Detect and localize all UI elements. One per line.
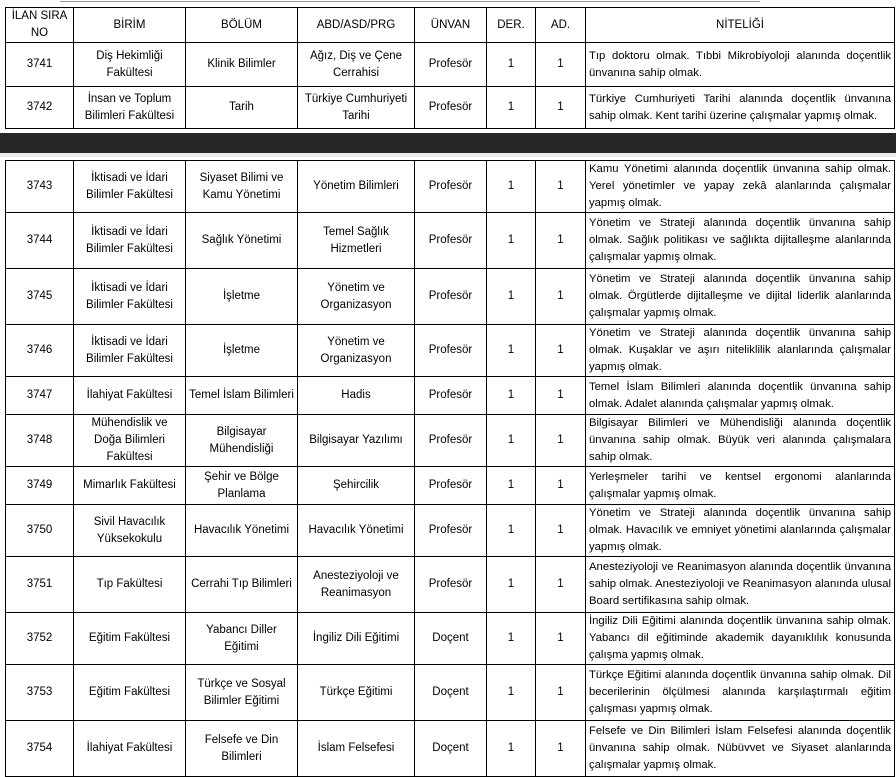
cropped-text-line (60, 1, 760, 2)
cell-birim: Mimarlık Fakültesi (74, 467, 186, 505)
cell-abd: Yönetim Bilimleri (298, 161, 415, 213)
table-row (6, 325, 895, 377)
cell-abd: Şehircilik (298, 467, 415, 505)
table-row (6, 721, 895, 777)
cell-der: 1 (487, 613, 536, 665)
cell-bolum: İşletme (186, 325, 298, 377)
table-row (6, 505, 895, 557)
cell-abd: Türkiye Cumhuriyeti Tarihi (298, 87, 415, 129)
cell-ad: 1 (536, 721, 586, 777)
cell-no: 3745 (6, 269, 74, 325)
table-row (6, 415, 895, 467)
cell-no: 3754 (6, 721, 74, 777)
cell-bolum: İşletme (186, 269, 298, 325)
cell-unvan: Doçent (415, 721, 487, 777)
cell-unvan: Profesör (415, 161, 487, 213)
cell-birim: İlahiyat Fakültesi (74, 377, 186, 415)
cell-abd: Havacılık Yönetimi (298, 505, 415, 557)
cell-birim: Eğitim Fakültesi (74, 613, 186, 665)
cell-niteligi: Yönetim ve Strateji alanında doçentlik ünvanına sahip olmak. Havacılık ve emniyet yönetimi alanlarında çalışmalar yapmış olmak. (586, 505, 895, 557)
cell-der: 1 (487, 415, 536, 467)
cell-ad: 1 (536, 467, 586, 505)
table-row (6, 613, 895, 665)
table-row (6, 87, 895, 129)
cell-ad: 1 (536, 613, 586, 665)
cell-der: 1 (487, 505, 536, 557)
cell-ad: 1 (536, 43, 586, 87)
cell-bolum: Felsefe ve Din Bilimleri (186, 721, 298, 777)
cell-niteligi: Felsefe ve Din Bilimleri İslam Felsefesi alanında doçentlik ünvanına sahip olmak. Nübüvvet ve Siyaset alanlarında çalışmalar yapmış olmak. (586, 721, 895, 777)
header-abd: ABD/ASD/PRG (298, 8, 415, 43)
cell-unvan: Profesör (415, 87, 487, 129)
cell-abd: Türkçe Eğitimi (298, 665, 415, 721)
cell-abd: Hadis (298, 377, 415, 415)
cell-ad: 1 (536, 557, 586, 613)
cell-niteligi: Bilgisayar Bilimleri ve Mühendisliği alanında doçentlik ünvanına sahip olmak. Büyük veri alanında çalışmalara sahip olmak. (586, 415, 895, 467)
cell-abd: Yönetim ve Organizasyon (298, 269, 415, 325)
header-niteligi: NİTELİĞİ (586, 8, 895, 43)
cell-abd: Anesteziyoloji ve Reanimasyon (298, 557, 415, 613)
cell-der: 1 (487, 213, 536, 269)
header-row (6, 8, 895, 43)
cell-birim: İlahiyat Fakültesi (74, 721, 186, 777)
table-row (6, 665, 895, 721)
cell-unvan: Doçent (415, 613, 487, 665)
cell-abd: Yönetim ve Organizasyon (298, 325, 415, 377)
cell-no: 3743 (6, 161, 74, 213)
cell-ad: 1 (536, 161, 586, 213)
cell-niteligi: Kamu Yönetimi alanında doçentlik ünvanına sahip olmak. Yerel yönetimler ve yapay zekâ alanlarında çalışmalar yapmış olmak. (586, 161, 895, 213)
cell-unvan: Profesör (415, 325, 487, 377)
cell-ad: 1 (536, 213, 586, 269)
cell-unvan: Profesör (415, 557, 487, 613)
cell-ad: 1 (536, 505, 586, 557)
cell-unvan: Profesör (415, 505, 487, 557)
cell-no: 3753 (6, 665, 74, 721)
table-row (6, 467, 895, 505)
cell-der: 1 (487, 665, 536, 721)
cell-no: 3750 (6, 505, 74, 557)
cell-no: 3744 (6, 213, 74, 269)
header-unvan: ÜNVAN (415, 8, 487, 43)
cell-ad: 1 (536, 665, 586, 721)
cell-niteligi: Anesteziyoloji ve Reanimasyon alanında doçentlik ünvanına sahip olmak. Anesteziyoloji ve Reanimasyon alanında ulusal Board sertifikasına sahip olmak. (586, 557, 895, 613)
cell-abd: İslam Felsefesi (298, 721, 415, 777)
cell-unvan: Profesör (415, 213, 487, 269)
cell-bolum: Şehir ve Bölge Planlama (186, 467, 298, 505)
cell-bolum: Yabancı Diller Eğitimi (186, 613, 298, 665)
cell-unvan: Doçent (415, 665, 487, 721)
cell-birim: Eğitim Fakültesi (74, 665, 186, 721)
table-row (6, 213, 895, 269)
cell-bolum: Sağlık Yönetimi (186, 213, 298, 269)
cell-niteligi: Türkiye Cumhuriyeti Tarihi alanında doçentlik ünvanına sahip olmak. Kent tarihi üzerine çalışmalar yapmış olmak. (586, 87, 895, 129)
cell-no: 3751 (6, 557, 74, 613)
cell-der: 1 (487, 269, 536, 325)
cell-bolum: Siyaset Bilimi ve Kamu Yönetimi (186, 161, 298, 213)
cell-bolum: Havacılık Yönetimi (186, 505, 298, 557)
cell-birim: İktisadi ve İdari Bilimler Fakültesi (74, 325, 186, 377)
cell-no: 3749 (6, 467, 74, 505)
cell-no: 3742 (6, 87, 74, 129)
cell-abd: Temel Sağlık Hizmetleri (298, 213, 415, 269)
cell-no: 3746 (6, 325, 74, 377)
page-break-band (0, 133, 896, 153)
table-row (6, 377, 895, 415)
cell-der: 1 (487, 721, 536, 777)
header-der: DER. (487, 8, 536, 43)
vacancy-table-top (5, 7, 895, 129)
cell-abd: Ağız, Diş ve Çene Cerrahisi (298, 43, 415, 87)
cell-birim: İktisadi ve İdari Bilimler Fakültesi (74, 213, 186, 269)
cropped-text-strip (0, 0, 896, 6)
header-ad: AD. (536, 8, 586, 43)
cell-bolum: Tarih (186, 87, 298, 129)
cell-ad: 1 (536, 269, 586, 325)
cell-der: 1 (487, 467, 536, 505)
cell-ad: 1 (536, 87, 586, 129)
header-bolum: BÖLÜM (186, 8, 298, 43)
header-birim: BİRİM (74, 8, 186, 43)
cell-birim: İnsan ve Toplum Bilimleri Fakültesi (74, 87, 186, 129)
cell-unvan: Profesör (415, 377, 487, 415)
cell-niteligi: İngiliz Dili Eğitimi alanında doçentlik ünvanına sahip olmak. Yabancı dil eğitiminde akademik dayanıklılık konusunda çalışma yapmış olmak. (586, 613, 895, 665)
table-row (6, 557, 895, 613)
cell-unvan: Profesör (415, 467, 487, 505)
cell-bolum: Klinik Bilimler (186, 43, 298, 87)
table-row (6, 269, 895, 325)
cell-no: 3752 (6, 613, 74, 665)
cell-unvan: Profesör (415, 269, 487, 325)
cell-niteligi: Yönetim ve Strateji alanında doçentlik ünvanına sahip olmak. Sağlık politikası ve sağlıkta dijitalleşme alanlarında çalışmalar yapmış olmak. (586, 213, 895, 269)
cell-ad: 1 (536, 325, 586, 377)
cell-birim: Diş Hekimliği Fakültesi (74, 43, 186, 87)
cell-birim: İktisadi ve İdari Bilimler Fakültesi (74, 269, 186, 325)
cell-no: 3747 (6, 377, 74, 415)
cell-der: 1 (487, 161, 536, 213)
cell-ad: 1 (536, 377, 586, 415)
cell-niteligi: Türkçe Eğitimi alanında doçentlik ünvanına sahip olmak. Dil becerilerinin ölçülmesi alanında karşılaştırmalı eğitim çalışması yapmış olmak. (586, 665, 895, 721)
table-row (6, 161, 895, 213)
cell-ad: 1 (536, 415, 586, 467)
cell-bolum: Türkçe ve Sosyal Bilimler Eğitimi (186, 665, 298, 721)
cell-niteligi: Yerleşmeler tarihi ve kentsel ergonomi alanlarında çalışmalar yapmış olmak. (586, 467, 895, 505)
cell-no: 3741 (6, 43, 74, 87)
cell-birim: Tıp Fakültesi (74, 557, 186, 613)
cell-bolum: Temel İslam Bilimleri (186, 377, 298, 415)
cell-abd: Bilgisayar Yazılımı (298, 415, 415, 467)
cell-niteligi: Tıp doktoru olmak. Tıbbi Mikrobiyoloji alanında doçentlik ünvanına sahip olmak. (586, 43, 895, 87)
page-break-gap (0, 153, 896, 157)
cell-niteligi: Yönetim ve Strateji alanında doçentlik ünvanına sahip olmak. Örgütlerde dijitalleşme ve dijital liderlik alanlarında çalışmalar yapmış olmak. (586, 269, 895, 325)
cell-der: 1 (487, 557, 536, 613)
cell-abd: İngiliz Dili Eğitimi (298, 613, 415, 665)
cell-der: 1 (487, 377, 536, 415)
vacancy-table-bottom (5, 160, 895, 777)
cell-no: 3748 (6, 415, 74, 467)
cell-der: 1 (487, 325, 536, 377)
header-ilan-sira-no: İLAN SIRA NO (6, 8, 74, 43)
table-row (6, 43, 895, 87)
cell-niteligi: Yönetim ve Strateji alanında doçentlik ünvanına sahip olmak. Kuşaklar ve aşırı niteliklilik alanlarında çalışmalar yapmış olmak. (586, 325, 895, 377)
cell-bolum: Cerrahi Tıp Bilimleri (186, 557, 298, 613)
cell-birim: İktisadi ve İdari Bilimler Fakültesi (74, 161, 186, 213)
cell-unvan: Profesör (415, 43, 487, 87)
cell-bolum: Bilgisayar Mühendisliği (186, 415, 298, 467)
cell-unvan: Profesör (415, 415, 487, 467)
cell-der: 1 (487, 87, 536, 129)
cell-birim: Sivil Havacılık Yüksekokulu (74, 505, 186, 557)
cell-der: 1 (487, 43, 536, 87)
cell-birim: Mühendislik ve Doğa Bilimleri Fakültesi (74, 415, 186, 467)
cell-niteligi: Temel İslam Bilimleri alanında doçentlik ünvanına sahip olmak. Adalet alanında çalışmalar yapmış olmak. (586, 377, 895, 415)
